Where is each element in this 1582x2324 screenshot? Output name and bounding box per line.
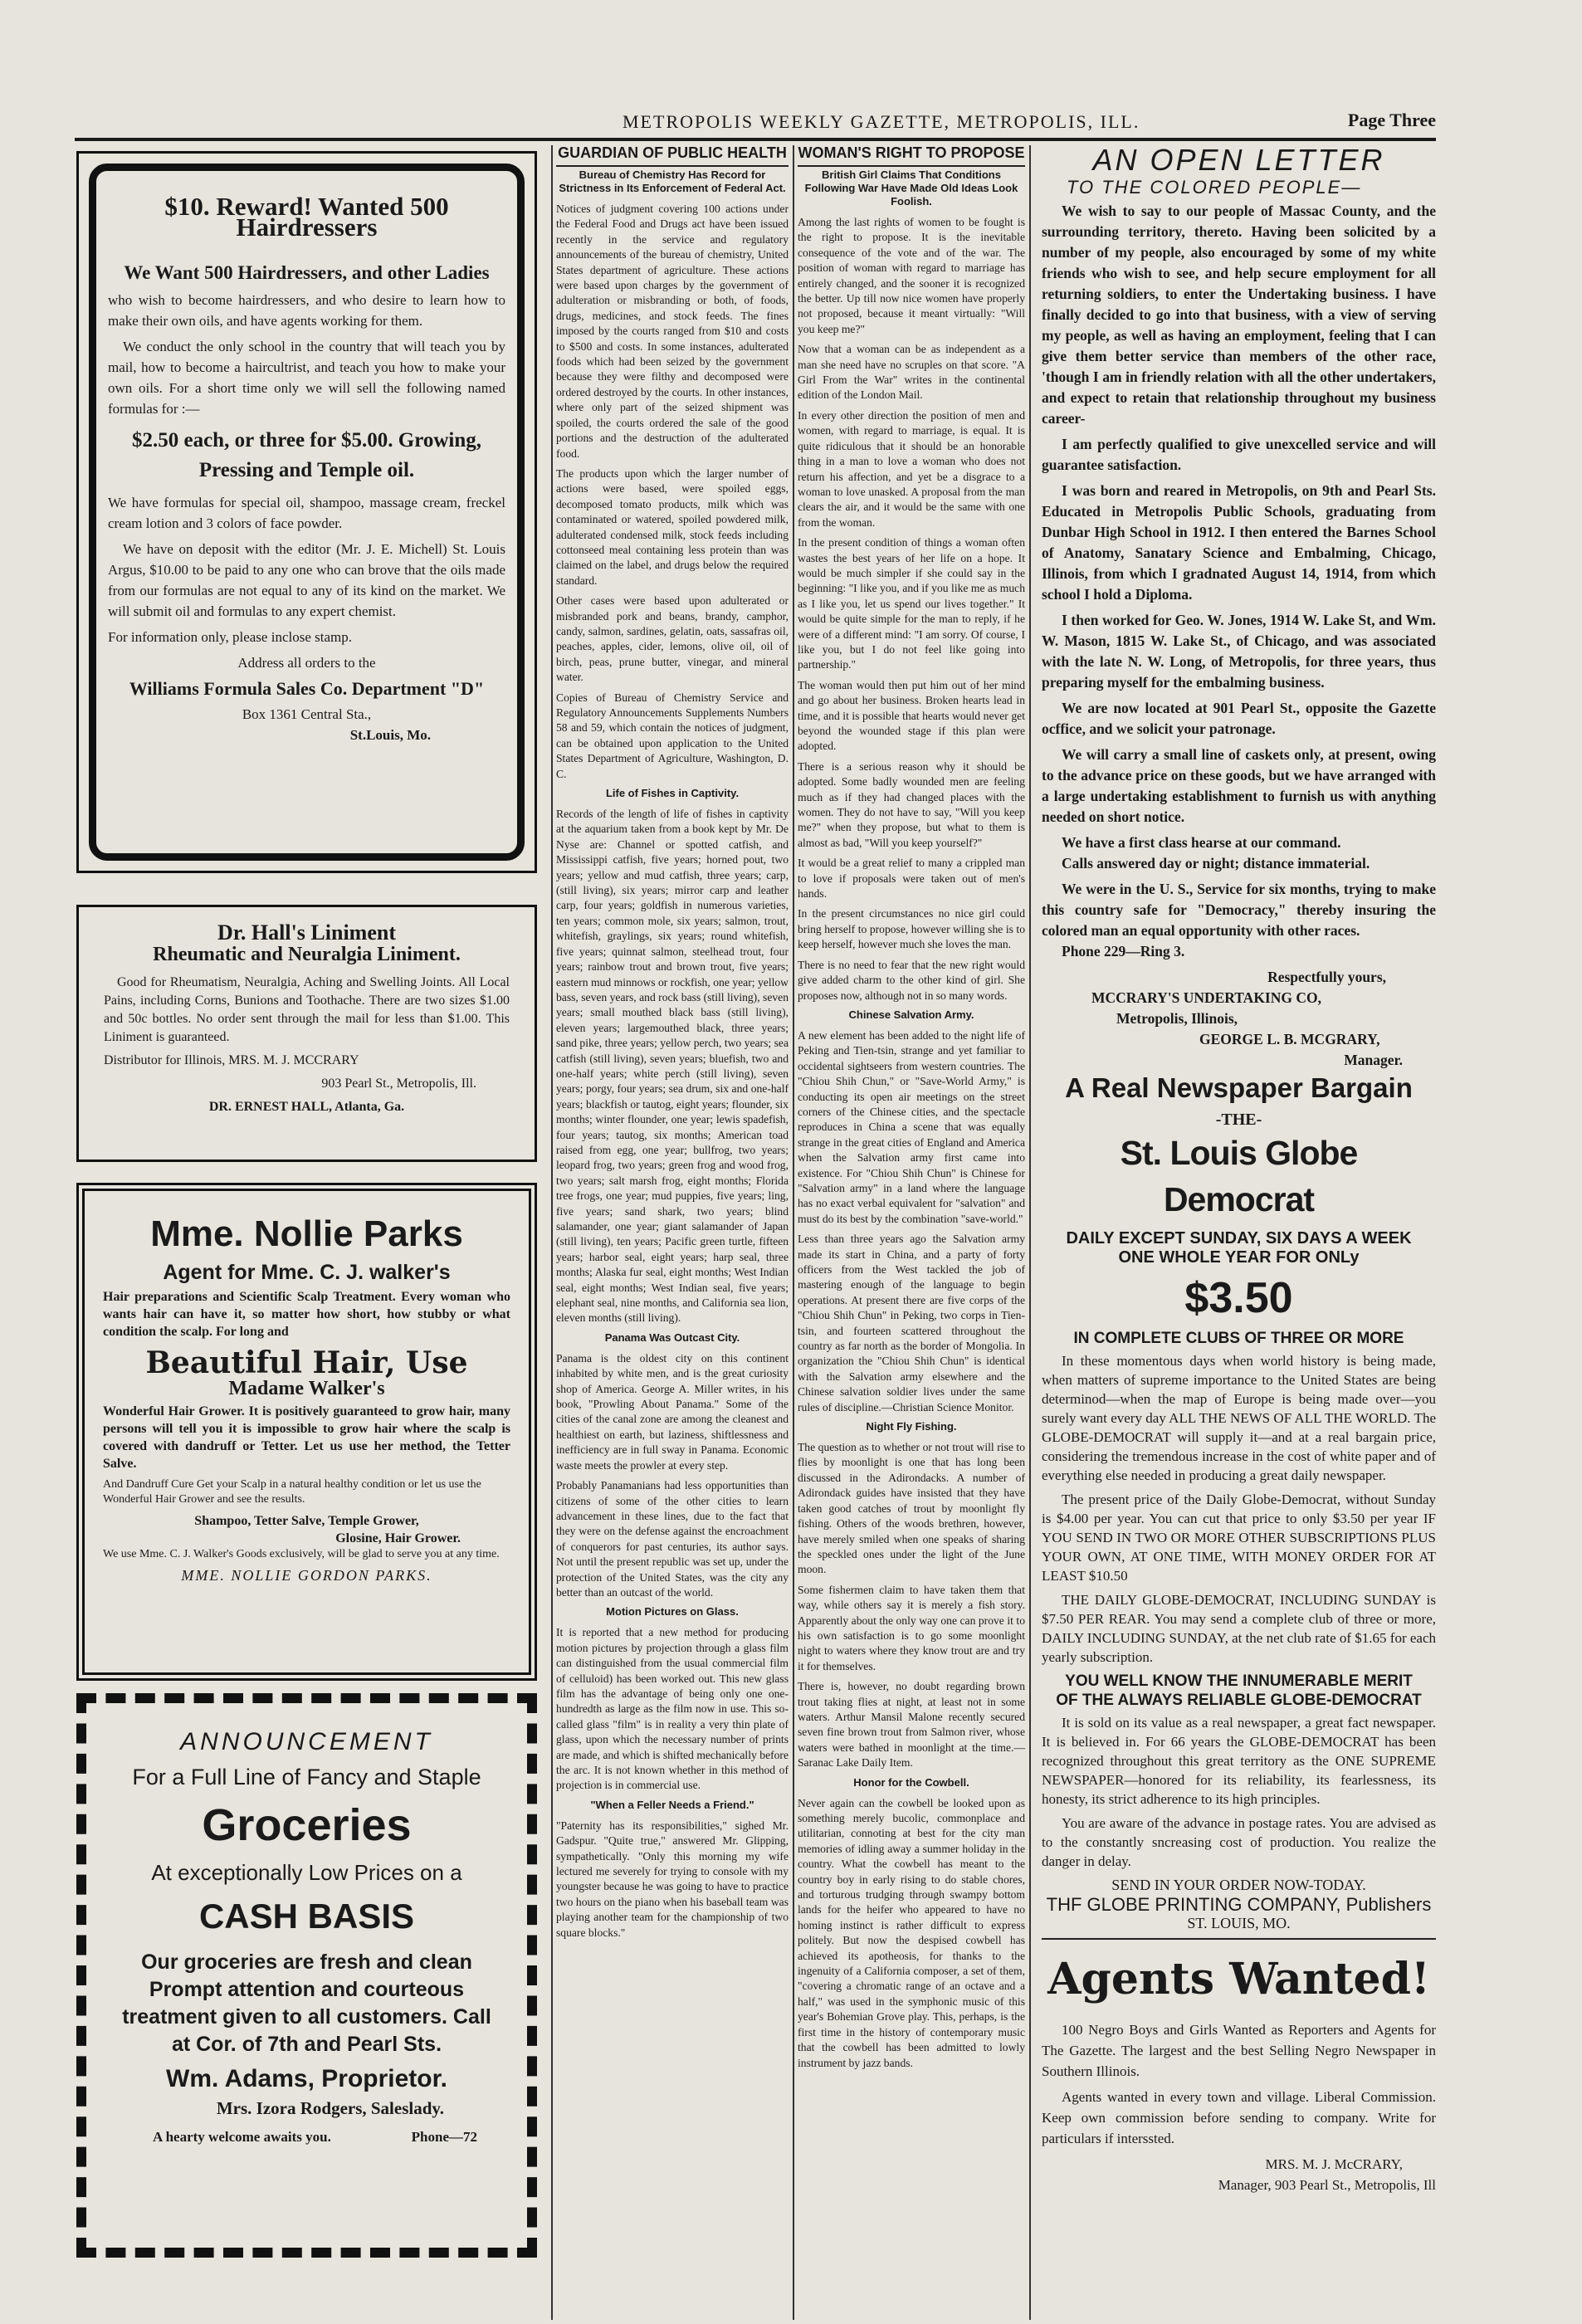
- groceries-sales: Mrs. Izora Rodgers, Saleslady.: [216, 2098, 444, 2118]
- paragraph: 100 Negro Boys and Girls Wanted as Reporters and Agents for The Gazette. The largest and the best Selling Negro Newspaper in Southern Illinois.: [1042, 2022, 1436, 2079]
- paragraph: Records of the length of life of fishes in captivity at the aquarium taken from a book kept by Mr. De Nyse are: Channel or spotted catfish, and Mississippi catfish, five years; horned pout, two years; yellow and mud catfish, three years; carp, (still living), six years; mirror carp and leather carp, four years; goldfish in numerous varieties, ten years; common mole, six years; salmon, trout, whitefish, graylings, six years; round whitefish, five years; quinnat salmon, steelhead trout, four years; rainbow trout and brown trout, five years; eastern mud minnows or rockfish, one year; yellow bass, seven years, and rock bass (still living), seven years; small mouthed black bass (still living), eleven years; largemouthed black, three years; sand pike, three years; yellow perch, two years; sea catfish (still living), seven years; bluefish, two and one-half years; white perch (still living), seven years; porgy, four years; sea drum, six and one-half years; blackfish or tautog, eight years; flounder, six months; winter flounder, one year; lewis spadefish, four years; tautog, six months; American toad raised from egg, one year; bullfrog, two years; leopard frog, two years; green frog and wood frog, two years; salt marsh frog, eight months; Florida tree frogs, one year; mud puppies, five years; ling, five years; sand shark, two years; blind salamander, one year; giant salamander of Japan (still living), ten years; Pacific green turtle, fifteen years; harbor seal, eight years; harp seal, three months; Alaska fur seal, eight months; West Indian seal, eight months; West Indian seal, five years; elephant seal, nine months, and California sea lion, eleven months (still living).: [556, 808, 789, 1325]
- column-womans-right: [798, 144, 1025, 2319]
- article-body: [798, 215, 1025, 2071]
- parks-title: Mme. Nollie Parks: [150, 1213, 463, 1254]
- paragraph: We are now located at 901 Pearl St., opposite the Gazette ocffice, and we solicit your patronage.: [1042, 700, 1436, 737]
- groceries-big: Groceries: [202, 1800, 412, 1850]
- masthead-title: METROPOLIS WEEKLY GAZETTE, METROPOLIS, ILL.: [623, 111, 1140, 132]
- hairdressers-box: Box 1361 Central Sta.,: [242, 706, 372, 722]
- globe-price: $3.50: [1184, 1274, 1293, 1322]
- liniment-subtitle: Rheumatic and Neuralgia Liniment.: [153, 944, 461, 965]
- section-heading: Chinese Salvation Army.: [848, 1008, 974, 1021]
- globe-year: ONE WHOLE YEAR FOR ONLy: [1118, 1248, 1360, 1267]
- paragraph: You are aware of the advance in postage rates. You are advised as to the constantly sncreasing cost of production. You realize the danger in delay.: [1042, 1815, 1436, 1869]
- parks-sign: MME. NOLLIE GORDON PARKS.: [181, 1567, 432, 1584]
- hairdressers-p2: We conduct the only school in the country that will teach you by mail, how to become a haircultrist, and teach you how to make your own oils. For a short time only we will sell the following named formulas for :—: [108, 339, 505, 417]
- paragraph: Panama is the oldest city on this continent inhabited by white men, and is the great curiosity shop of America. George A. Miller writes, in his book, "Prowling About Panama." Some of the cities of the canal zone are among the cleanest and healthiest on earth, but laziness, shiftlessness and inefficiency are in full sway in Panama. Economic waste meets the prowler at every step.: [556, 1351, 789, 1472]
- paragraph: The question as to whether or not trout will rise to flies by moonlight is one that has long been discussed in the Adirondacks. A number of Adirondack guides have insisted that they have taken good catches of trout by moonlight fly fishing. Others of the woods brethren, however, have merely smiled when one speaks of sharing the speckled ones under the light of the June moon.: [798, 1441, 1025, 1576]
- parks-p3: And Dandruff Cure Get your Scalp in a natural healthy condition or let us use the Wonderful Hair Grower and see the results.: [103, 1478, 481, 1506]
- parks-beautiful: Beautiful Hair, Use: [145, 1345, 468, 1380]
- hairdressers-headline: $10. Reward! Wanted 500 Hairdressers: [164, 192, 449, 242]
- paragraph: THE DAILY GLOBE-DEMOCRAT, INCLUDING SUNDAY is $7.50 PER REAR. You may send a complete club of three or more, DAILY INCLUDING SUNDAY, at the net club rate of $1.65 for each yearly subscription.: [1042, 1592, 1436, 1665]
- letter-to: TO THE COLORED PEOPLE—: [1067, 177, 1362, 198]
- article-body: [556, 202, 789, 1941]
- globe-democrat-ad: [1042, 1071, 1436, 1931]
- hairdressers-p1: who wish to become hairdressers, and who desire to learn how to make their own oils, and have agents working for them.: [108, 292, 505, 329]
- groceries-phone: Phone—72: [411, 2129, 477, 2145]
- letter-body: [1042, 201, 1436, 1071]
- paragraph: Now that a woman can be as independent as a man she need have no scruples on that score. "A Girl From the War" writes in the continental edition of the London Mail.: [798, 343, 1025, 402]
- page-number: Page Three: [1347, 110, 1436, 130]
- column-rule: [1029, 145, 1031, 2320]
- paragraph: Among the last rights of women to be fought is the right to propose. It is the inevitable consequence of the vote and of the war. The position of woman with regard to marriage has entirely changed, and the sooner it is recognized the better. Up till now nice women have properly not proposed, because it meant virtually: "Will you keep me?": [798, 216, 1025, 335]
- hairdressers-p6: Address all orders to the: [237, 655, 376, 671]
- paragraph: Copies of Bureau of Chemistry Service and Regulatory Announcements Supplements Numbers 58 and 59, which contain the notices of judgment, can be obtained upon application to the United States Department of Agriculture, Washington, D. C.: [556, 691, 789, 780]
- section-heading: Panama Was Outcast City.: [604, 1330, 740, 1344]
- parks-p4: We use Mme. C. J. Walker's Goods exclusively, will be glad to serve you at any time.: [103, 1548, 500, 1560]
- paragraph: Agents wanted in every town and village. Liberal Commission. Keep own commission before sending to company. Write for particulars if interssted.: [1042, 2089, 1436, 2146]
- groceries-ad: [76, 1693, 537, 2258]
- groceries-line2: At exceptionally Low Prices on a: [151, 1860, 462, 1885]
- groceries-cash: CASH BASIS: [198, 1897, 415, 1936]
- section-heading: Motion Pictures on Glass.: [606, 1605, 739, 1618]
- liniment-body: Good for Rheumatism, Neuralgia, Aching and Swelling Joints. All Local Pains, including Corns, Bunions and Toothache. There are two sizes $1.00 and 50c bottles. No order sent through the mail for less than $1.00. This Liniment is guaranteed.: [104, 975, 510, 1044]
- letter-name: GEORGE L. B. MCGRARY,: [1199, 1031, 1380, 1047]
- hairdressers-city: St.Louis, Mo.: [349, 727, 431, 743]
- parks-agent: Agent for Mme. C. J. walker's: [163, 1261, 451, 1284]
- column-rule: [551, 145, 553, 2320]
- paragraph: There is, however, no doubt regarding brown trout taking flies at night, at least not in some waters. Arthur Mansil Malone recently secured seven fine brown trout from Salmon river, whose waters were bathed in moonlight at the time.—Saranac Lake Daily Item.: [798, 1680, 1025, 1770]
- globe-pub: THF GLOBE PRINTING COMPANY, Publishers: [1046, 1894, 1432, 1915]
- liniment-ad: [76, 905, 537, 1162]
- paragraph: A new element has been added to the night life of Peking and Tien-tsin, strange and yet familiar to occidental sightseers from western countries. The "Chiou Shih Chun," or "Save-World Army," is conducting its open air meetings on the street corners of the Chinese cities, and the spectacle reproduces in China a scene that was equally strange in the great cities of England and America when the Salvation army first came into existence. For "Chiou Shih Chun" is Chinese for "Salvation army" in a land where the language has no exact verbal equivalent for "salvation" and must do its best by the combination "save-world.": [798, 1028, 1025, 1225]
- globe-the: -THE-: [1215, 1111, 1262, 1129]
- agents-title: Agents Wanted!: [1047, 1954, 1430, 2004]
- article-headline: WOMAN'S RIGHT TO PROPOSE: [798, 144, 1025, 167]
- letter-firm: MCCRARY'S UNDERTAKING CO,: [1091, 989, 1321, 1006]
- groceries-welcome: A hearty welcome awaits you.: [153, 2129, 331, 2145]
- groceries-line1: For a Full Line of Fancy and Staple: [132, 1765, 481, 1789]
- article-headline: GUARDIAN OF PUBLIC HEALTH: [556, 144, 789, 167]
- paragraph: Some fishermen claim to have taken them that way, while others say it is merely a fish story. Apparently about the only way one can prove it to his own satisfaction is to go some moonlight night to waters where they know trout are and try it for themselves.: [798, 1583, 1025, 1672]
- agents-addr: Manager, 903 Pearl St., Metropolis, Ill: [1218, 2177, 1436, 2193]
- paragraph: In these momentous days when world history is being made, when matters of supreme importance to the United States are being determinod—when the map of Europe is being made over—you surely want every day ALL THE NEWS OF ALL THE WORLD. The GLOBE-DEMOCRAT will supply it—and at a real bargain price, considering the tremendous increase in the cost of white paper and of everything else needed in producing a great daily newspaper.: [1042, 1353, 1436, 1483]
- globe-head: A Real Newspaper Bargain: [1065, 1072, 1413, 1103]
- paragraph: We have a first class hearse at our command.: [1062, 834, 1341, 851]
- paragraph: It is reported that a new method for producing motion pictures by projection through a glass film can distinguished from the usual commercial film of celluloid) has been worked out. This new glass film has the advantage of being only one one-hundredth as large as the film now in use. This so-called glass "film" is in reality a very thin plate of glass, upon which the necessary number of prints are made, and which is shifted mechanically before the arc. It is not known whether in this method of projection is in commercial use.: [556, 1626, 789, 1792]
- article-subhead: Bureau of Chemistry Has Record for Strictness in Its Enforcement of Federal Act.: [559, 168, 786, 194]
- paragraph: We wish to say to our people of Massac County, and the surrounding territory, thereto. Having been solicited by a number of my people, also encouraged by some of my white friends who wish to see, and help secure employment for all returning soldiers, to enter the Undertaking business. I have finally decided to go into that business, with a view of serving my people, as well as having an employment, feeling that I can give them better service than members of the other race, 'though I am in friendly relation with all the other undertakers, and expect to retain that relationship throughout my business career-: [1042, 203, 1436, 427]
- paragraph: I am perfectly qualified to give unexcelled service and will guarantee satisfaction.: [1042, 436, 1436, 473]
- groceries-announce: ANNOUNCEMENT: [180, 1728, 433, 1755]
- column-rule: [793, 145, 794, 2320]
- section-heading: Honor for the Cowbell.: [853, 1775, 969, 1789]
- paragraph: It is sold on its value as a real newspaper, a great fact newspaper. It is believed in. For 66 years the GLOBE-DEMOCRAT has been recognized throughout this great territory as the ONE SUPREME NEWSPAPER—honored for its reliability, its fearlessness, its honesty, its strict adherence to its high principles.: [1042, 1715, 1436, 1807]
- globe-name: St. Louis Globe Democrat: [1120, 1134, 1358, 1218]
- hairdressers-ad: [76, 151, 537, 873]
- paragraph: The products upon which the larger number of actions were based, were spoiled eggs, decomposed tomato products, milk which was contaminated or watered, spoiled powdered milk, adulterated condensed milk, stock feeds including cottonseed meal containing less protein than was claimed on the label, and drugs below the required standard.: [556, 466, 789, 587]
- paragraph: Other cases were based upon adulterated or misbranded pork and beans, brandy, camphor, candy, salmon, sardines, gelatin, oats, sassafras oil, peaches, apples, cider, lemons, olive oil, oil of birch, peas, prune butter, vinegar, and mineral water.: [556, 594, 789, 684]
- globe-city: ST. LOUIS, MO.: [1187, 1915, 1291, 1931]
- article-subhead: British Girl Claims That Conditions Following War Have Made Old Ideas Look Foolish.: [804, 168, 1018, 208]
- hairdressers-p3: We have formulas for special oil, shampoo, massage cream, freckel cream lotion and 3 colors of face powder.: [108, 495, 505, 531]
- liniment-title: Dr. Hall's Liniment: [217, 920, 396, 945]
- paragraph: The present price of the Daily Globe-Democrat, without Sunday is $4.00 per year. You can cut that price to only $3.50 per year IF YOU SEND IN TWO OR MORE OTHER SUBSCRIPTIONS PLUS YOUR OWN, AT ONE TIME, WITH MONEY ORDER FOR AT LEAST $10.50: [1042, 1492, 1436, 1584]
- column-public-health: [556, 144, 789, 2319]
- hairdressers-p4: We have on deposit with the editor (Mr. J. E. Michell) St. Louis Argus, $10.00 to be paid to any one who can brove that the oils made from our formulas are not equal to any of its kind on the market. We will submit oil and formulas to any expert chemist.: [108, 541, 505, 619]
- parks-ad: [76, 1183, 537, 1681]
- groceries-p1: Our groceries are fresh and clean Prompt attention and courteous treatment given to all customers. Call at Cor. of 7th and Pearl Sts.: [122, 1950, 491, 2056]
- liniment-address: 903 Pearl St., Metropolis, Ill.: [321, 1077, 476, 1091]
- paragraph: Never again can the cowbell be looked upon as something merely bucolic, commonplace and utilitarian, connoting at best for the city man memories of idling away a summer holiday in the country. What the cowbell has meant to the country boy in early rising to do stable chores, and torturous trudging through swampy bottom lands for the heifer who appeared to have no homing instinct is rather difficult to express politely. But now the despised cowbell has achieved its apotheosis, for thanks to the ingenuity of a California composer, a set of them, "covering a chromatic range of an octave and a half," was used in the symphonic music of this year's Bohemian Grove play. This, perhaps, is the first time in the history of contemporary music that the cowbell has been admitted to lowly instrument by jazz bands.: [798, 1796, 1025, 2069]
- paragraph: I then worked for Geo. W. Jones, 1914 W. Lake St, and Wm. W. Mason, 1815 W. Lake St., of Chicago, and was associated with the late N. W. Long, of Metropolis, for three years, thus preparing myself for the embalming business.: [1042, 612, 1436, 691]
- globe-daily: DAILY EXCEPT SUNDAY, SIX DAYS A WEEK: [1066, 1229, 1412, 1247]
- paragraph: We were in the U. S., Service for six months, trying to make this country safe for "Democracy," thereby insuring the colored man an equal opportunity with other races.: [1042, 881, 1436, 939]
- parks-glosine: Glosine, Hair Grower.: [335, 1531, 461, 1545]
- paragraph: It would be a great relief to many a crippled man to love if proposals were taken out of men's hands.: [798, 857, 1025, 901]
- letter-phone: Phone 229—Ring 3.: [1062, 943, 1185, 959]
- globe-send: SEND IN YOUR ORDER NOW-TODAY.: [1111, 1877, 1366, 1893]
- hairdressers-price: $2.50 each, or three for $5.00. Growing, Pressing and Temple oil.: [131, 429, 482, 481]
- paragraph: There is no need to fear that the new right would give added charm to the other kind of girl. She proposes now, although not in so many words.: [798, 958, 1025, 1002]
- paragraph: Calls answered day or night; distance immaterial.: [1062, 855, 1370, 872]
- parks-p2: Wonderful Hair Grower. It is positively guaranteed to grow hair, many persons will tell you it is impossible to grow hair where the scalp is covered with dandruff or Tetter. Let us use her method, the Tetter Salve.: [103, 1404, 510, 1471]
- agents-wanted-ad: [1042, 1938, 1436, 2302]
- paragraph: Less than three years ago the Salvation army made its start in China, and a party of forty officers from the West tackled the job of mastering enough of the language to begin operations. At present there are five corps of the "Chiou Shih Chun" in Peking, two corps in Tien-tsin, and fourteen scattered throughout the country as far north as the border of Mongolia. In organization the "Chiou Shih Chun" is identical with the Salvation army elsewhere and the Chinese salvation soldier lives under the same rules of discipline.—Christian Science Monitor.: [798, 1233, 1025, 1413]
- globe-merit1: YOU WELL KNOW THE INNUMERABLE MERIT: [1065, 1672, 1413, 1690]
- paragraph: The woman would then put him out of her mind and go about her business. Broken hearts lead in time, and it is possible that hearts would never get beyond the wounded stage if this plan were adopted.: [798, 678, 1025, 753]
- section-heading: "When a Feller Needs a Friend.": [590, 1798, 754, 1811]
- groceries-prop: Wm. Adams, Proprietor.: [166, 2065, 447, 2092]
- letter-close: Respectfully yours,: [1267, 969, 1386, 985]
- hairdressers-subhead: We Want 500 Hairdressers, and other Ladies: [124, 262, 490, 283]
- parks-products: Shampoo, Tetter Salve, Temple Grower,: [194, 1514, 419, 1528]
- globe-clubs: IN COMPLETE CLUBS OF THREE OR MORE: [1073, 1330, 1404, 1347]
- liniment-distributor: Distributor for Illinois, MRS. M. J. MCCRARY: [104, 1053, 359, 1067]
- globe-merit2: OF THE ALWAYS RELIABLE GLOBE-DEMOCRAT: [1056, 1692, 1422, 1709]
- open-letter: [1042, 143, 1436, 1068]
- paragraph: In the present circumstances no nice girl could bring herself to propose, however willing she is to keep herself, however much she loves the man.: [798, 907, 1025, 951]
- parks-p1: Hair preparations and Scientific Scalp Treatment. Every woman who wants hair can have it, so matter how short, how stubby or what condition the scalp. For long and: [103, 1290, 510, 1339]
- hairdressers-p5: For information only, please inclose stamp.: [108, 629, 352, 645]
- paragraph: There is a serious reason why it should be adopted. Some badly wounded men are feeling much as if they had changed places with the women. They do not have to say, "Will you keep me?" when they propose, but what to them is almost as bad, "Will you keep yourself?": [798, 759, 1025, 849]
- masthead-rule: [75, 138, 1436, 141]
- paragraph: "Paternity has its responsibilities," sighed Mr. Gadspur. "Quite true," answered Mr. Glipping, sympathetically. "Only this morning my wife lectured me severely for trying to console with my youngster because he was going to have to practice two hours on the piano when his baseball team was playing another team for the championship of two square blocks.": [556, 1819, 789, 1939]
- hairdressers-company: Williams Formula Sales Co. Department "D": [129, 678, 485, 699]
- masthead: [75, 108, 1436, 141]
- section-heading: Life of Fishes in Captivity.: [605, 787, 740, 800]
- parks-madame: Madame Walker's: [228, 1378, 385, 1399]
- letter-place: Metropolis, Illinois,: [1116, 1010, 1238, 1027]
- paragraph: In every other direction the position of men and women, with regard to marriage, is equal. It is quite ridiculous that it should be an honorable thing in a man to love a woman who does not return his affection, and yet be a disgrace to a woman to love unasked. A proposal from the man clears the air, and it would be the same with one from the woman.: [798, 408, 1025, 529]
- paragraph: I was born and reared in Metropolis, on 9th and Pearl Sts. Educated in Metropolis Public Schools, graduating from Dunbar High School in 1912. I then entered the Barnes School of Anatomy, Sanatary Science and Embalming, Chicago, Illinois, from which I gradnated August 14, 1914, from which school I hold a Diploma.: [1042, 482, 1436, 603]
- section-heading: Night Fly Fishing.: [866, 1420, 957, 1433]
- agents-name: MRS. M. J. McCRARY,: [1265, 2156, 1403, 2172]
- letter-title: AN OPEN LETTER: [1092, 143, 1385, 177]
- paragraph: Notices of judgment covering 100 actions under the Federal Food and Drugs act have been issued recently in the service and regulatory announcements of the bureau of chemistry, United States department of agriculture. These actions were based upon charges by the government of adulteration or misbranding or both, of foods, drugs, medicines, and stock feeds. The fines imposed by the courts ranged from $10 and costs to $500 and costs. In some instances, adulterated foods which had been seized by the government because they were filthy and decomposed were ordered destroyed by the courts. In other instances, where only part of the seized shipment was spoiled, the courts ordered the sale of the good portions and the destruction of the adulterated food.: [556, 203, 789, 460]
- paragraph: In the present condition of things a woman often wastes the best years of her life on a hope. It would be much simpler if she could say in the beginning: "I like you, and if you like me as much as I like you, let us spend our lives together." It would be quite simple for the man to reply, if he were of a different mind: "I am sorry. Of course, I like you, but I do not feel like going into partnership.": [798, 536, 1025, 671]
- groceries-footer: [111, 2129, 502, 2146]
- letter-role: Manager.: [1344, 1052, 1403, 1068]
- liniment-maker: DR. ERNEST HALL, Atlanta, Ga.: [208, 1100, 405, 1114]
- paragraph: Probably Panamanians had less opportunities than citizens of some of the other cities to learn advancement in these lines, due to the fact that they were on the defense against the encroachment of conquerors for past centuries, its author says. Not until the present republic was set up, under the protection of the United States, was the city any better than an outcast of the world.: [556, 1479, 789, 1599]
- paragraph: We will carry a small line of caskets only, at present, owing to the advance price on these goods, but we have arranged with a large undertaking establishment to furnish us with anything needed on short notice.: [1042, 746, 1436, 825]
